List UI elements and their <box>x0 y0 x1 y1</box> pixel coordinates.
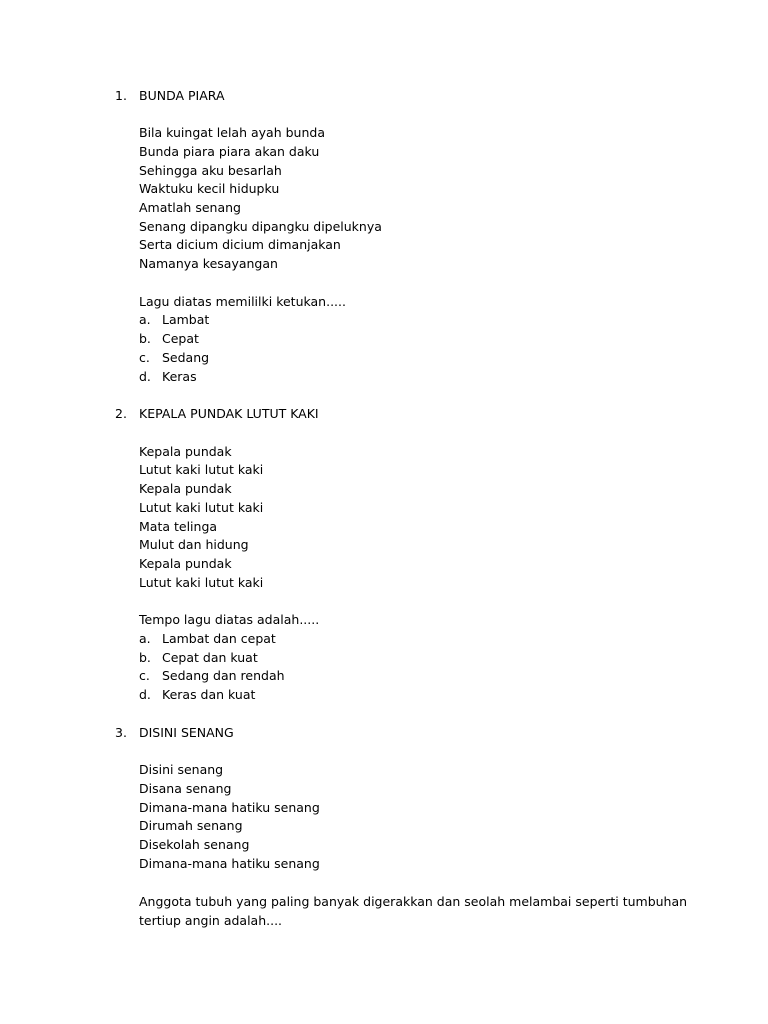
option-text: Sedang <box>162 350 210 365</box>
lyric-line: Mata telinga <box>139 519 218 534</box>
song-title: DISINI SENANG <box>139 725 234 740</box>
lyric-line: Amatlah senang <box>139 200 241 215</box>
lyric-line: Senang dipangku dipangku dipeluknya <box>139 219 382 234</box>
lyric-line: Kepala pundak <box>139 444 232 459</box>
lyric-line: Namanya kesayangan <box>139 256 278 271</box>
option-text: Keras dan kuat <box>162 687 256 702</box>
option-letter: c. <box>139 668 150 683</box>
option-letter: d. <box>139 687 151 702</box>
lyric-line: Kepala pundak <box>139 481 232 496</box>
option-text: Lambat dan cepat <box>162 631 276 646</box>
question-number: 1. <box>115 88 127 103</box>
lyric-line: Dimana-mana hatiku senang <box>139 800 320 815</box>
question-prompt: Anggota tubuh yang paling banyak digerakkan dan seolah melambai seperti tumbuhan <box>139 894 688 909</box>
lyric-line: Lutut kaki lutut kaki <box>139 462 264 477</box>
lyric-line: Dimana-mana hatiku senang <box>139 856 320 871</box>
question-number: 2. <box>115 406 127 421</box>
question-prompt: tertiup angin adalah.... <box>139 913 283 928</box>
option-text: Sedang dan rendah <box>162 668 285 683</box>
lyric-line: Mulut dan hidung <box>139 537 249 552</box>
lyric-line: Lutut kaki lutut kaki <box>139 500 264 515</box>
option-text: Cepat dan kuat <box>162 650 258 665</box>
option-letter: c. <box>139 350 150 365</box>
lyric-line: Serta dicium dicium dimanjakan <box>139 237 341 252</box>
option-letter: b. <box>139 331 151 346</box>
song-title: BUNDA PIARA <box>139 88 225 103</box>
lyric-line: Waktuku kecil hidupku <box>139 181 280 196</box>
option-letter: a. <box>139 312 151 327</box>
lyric-line: Sehingga aku besarlah <box>139 163 282 178</box>
lyric-line: Kepala pundak <box>139 556 232 571</box>
lyric-line: Disana senang <box>139 781 232 796</box>
option-letter: d. <box>139 369 151 384</box>
question-number: 3. <box>115 725 127 740</box>
option-text: Lambat <box>162 312 210 327</box>
question-prompt: Lagu diatas memililki ketukan..... <box>139 294 346 309</box>
lyric-line: Bila kuingat lelah ayah bunda <box>139 125 325 140</box>
lyric-line: Bunda piara piara akan daku <box>139 144 320 159</box>
question-prompt: Tempo lagu diatas adalah..... <box>139 612 320 627</box>
lyric-line: Disekolah senang <box>139 837 250 852</box>
option-letter: a. <box>139 631 151 646</box>
lyric-line: Disini senang <box>139 762 224 777</box>
lyric-line: Dirumah senang <box>139 818 243 833</box>
option-text: Keras <box>162 369 197 384</box>
song-title: KEPALA PUNDAK LUTUT KAKI <box>139 406 319 421</box>
option-letter: b. <box>139 650 151 665</box>
lyric-line: Lutut kaki lutut kaki <box>139 575 264 590</box>
option-text: Cepat <box>162 331 199 346</box>
